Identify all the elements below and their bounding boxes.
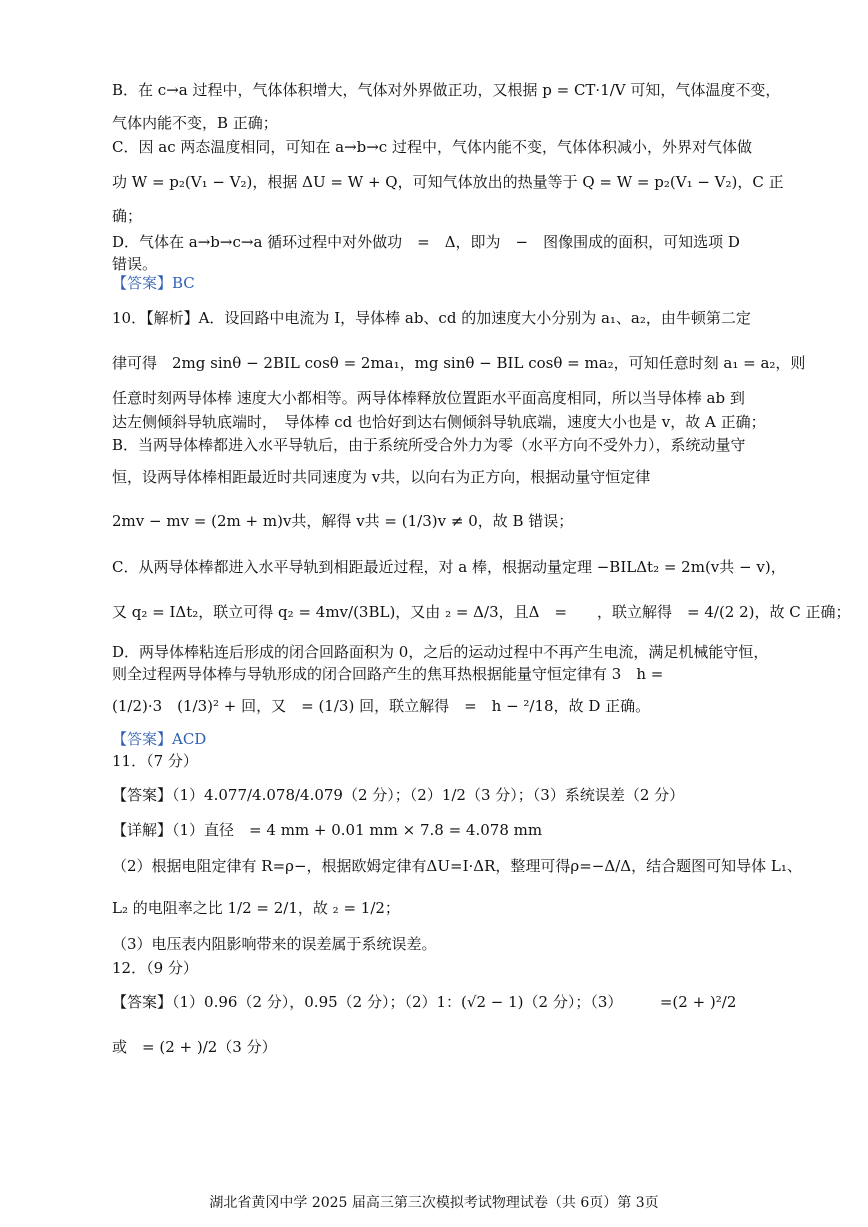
text-line: L₂ 的电阻率之比 1/2 = 2/1，故 ₂ = 1/2；	[112, 899, 400, 917]
text-line: （2）根据电阻定律有 R=ρ−，根据欧姆定律有ΔU=I·ΔR，整理可得ρ=−Δ/Δ，结合题图可知导体 L₁、	[112, 857, 802, 875]
text-line: D．气体在 a→b→c→a 循环过程中对外做功 = Δ，即为 − 图像围成的面积，可知选项 D	[112, 233, 740, 251]
text-line: 确；	[112, 207, 143, 225]
page-footer: 湖北省黄冈中学 2025 届高三第三次模拟考试物理试卷（共 6页）第 3页	[209, 1195, 659, 1211]
text-line: 【答案】（1）0.96（2 分），0.95（2 分）；（2）1：(√2 − 1)（2 分）；（3） =(2 + )²/2	[112, 993, 737, 1011]
text-line: 功 W = p₂(V₁ − V₂)，根据 ΔU = W + Q，可知气体放出的热量等于 Q = W = p₂(V₁ − V₂)，C 正	[112, 173, 784, 191]
text-line: 律可得 2mg sinθ − 2BIL cosθ = 2ma₁，mg sinθ − BIL cosθ = ma₂，可知任意时刻 a₁ = a₂，则	[112, 354, 806, 372]
text-line: 11．（7 分）	[112, 752, 198, 770]
text-line: 气体内能不变，B 正确；	[112, 114, 278, 132]
text-line: 则全过程两导体棒与导轨形成的闭合回路产生的焦耳热根据能量守恒定律有 3 h =	[112, 665, 664, 683]
text-line: 2mv − mv = (2m + m)v共，解得 v共 = (1/3)v ≠ 0，故 B 错误；	[112, 512, 574, 530]
text-line: (1/2)·3 (1/3)² + 回，又 = (1/3) 回，联立解得 = h − ²/18，故 D 正确。	[112, 697, 651, 715]
text-line: （3）电压表内阻影响带来的误差属于系统误差。	[112, 935, 437, 953]
text-line: 又 q₂ = IΔt₂，联立可得 q₂ = 4mv/(3BL)，又由 ₂ = Δ/3，且Δ = ，联立解得 = 4/(2 2)，故 C 正确；	[112, 603, 851, 621]
text-line: 恒，设两导体棒相距最近时共同速度为 v共，以向右为正方向，根据动量守恒定律	[112, 468, 651, 486]
text-line: 10．【解析】A．设回路中电流为 I，导体棒 ab、cd 的加速度大小分别为 a₁、a₂，由牛顿第二定	[112, 309, 751, 327]
text-line: 12．（9 分）	[112, 959, 198, 977]
text-line: 达左侧倾斜导轨底端时， 导体棒 cd 也恰好到达右侧倾斜导轨底端，速度大小也是 v，故 A 正确；	[112, 413, 766, 431]
answer-label: 【答案】ACD	[112, 730, 207, 748]
text-line: 【答案】（1）4.077/4.078/4.079（2 分）；（2）1/2（3 分）；（3）系统误差（2 分）	[112, 786, 685, 804]
text-line: 任意时刻两导体棒 速度大小都相等。两导体棒释放位置距水平面高度相同，所以当导体棒 ab 到	[112, 389, 745, 407]
text-line: 【详解】（1）直径 = 4 mm + 0.01 mm × 7.8 = 4.078 mm	[112, 821, 543, 839]
text-line: B．当两导体棒都进入水平导轨后，由于系统所受合外力为零（水平方向不受外力），系统动量守	[112, 436, 746, 454]
answer-label: 【答案】BC	[112, 274, 195, 292]
text-line: C．从两导体棒都进入水平导轨到相距最近过程，对 a 棒，根据动量定理 −BILΔt₂ = 2m(v共 − v)，	[112, 558, 786, 576]
text-line: B．在 c→a 过程中，气体体积增大，气体对外界做正功，又根据 p = CT·1/V 可知，气体温度不变，	[112, 81, 781, 99]
text-line: 错误。	[112, 255, 158, 273]
text-line: D．两导体棒粘连后形成的闭合回路面积为 0，之后的运动过程中不再产生电流，满足机械能守恒，	[112, 643, 769, 661]
text-line: 或 = (2 + )/2（3 分）	[112, 1038, 277, 1056]
text-line: C．因 ac 两态温度相同，可知在 a→b→c 过程中，气体内能不变，气体体积减小，外界对气体做	[112, 138, 752, 156]
